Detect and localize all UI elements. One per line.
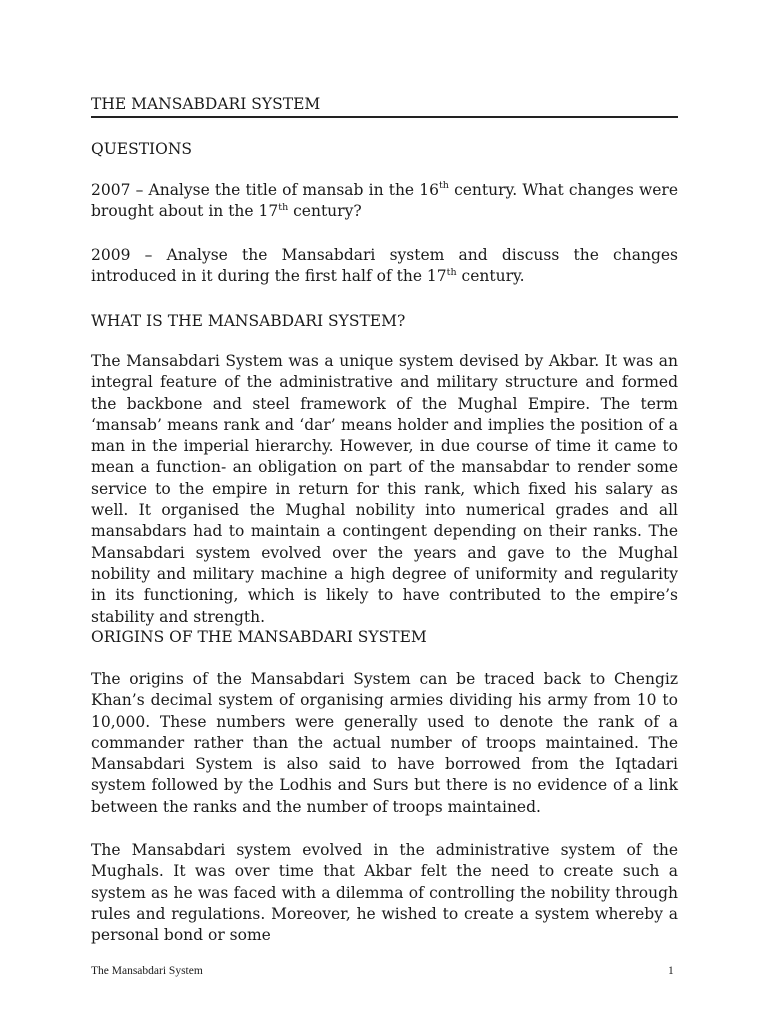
- title-underline: [91, 116, 678, 118]
- what-is-heading: WHAT IS THE MANSABDARI SYSTEM?: [91, 312, 406, 330]
- footer-title: The Mansabdari System: [91, 965, 203, 977]
- page-number: 1: [668, 965, 674, 977]
- origins-paragraph: The origins of the Mansabdari System can be traced back to Chengiz Khan’s decimal system of organising armies dividing his army from 10 to 10,000. These numbers were generally used to denote the rank of a commander rather than the actual number of troops maintained. The Mansabdari System is also said to have borrowed from the Iqtadari system followed by the Lodhis and Surs but there is no evidence of a link between the ranks and the number of troops maintained.: [91, 670, 678, 816]
- questions-heading: QUESTIONS: [91, 140, 193, 158]
- q2007-sup-1: th: [438, 180, 449, 192]
- q2009-text-1: 2009 – Analyse the Mansabdari system and discuss the changes introduced in it during the first half of the 17: [91, 246, 678, 286]
- q2009-sup-1: th: [446, 266, 457, 278]
- origins-heading: ORIGINS OF THE MANSABDARI SYSTEM: [91, 628, 427, 646]
- evolution-paragraph: The Mansabdari system evolved in the administrative system of the Mughals. It was over time that Akbar felt the need to create such a system as he was faced with a dilemma of controlling the nobility through rules and regulations. Moreover, he wished to create a system whereby a personal bond or some: [91, 841, 678, 945]
- question-2007: [91, 180, 678, 223]
- q2009-text-2: century.: [456, 267, 525, 286]
- what-is-paragraph: The Mansabdari System was a unique system devised by Akbar. It was an integral feature of the administrative and military structure and formed the backbone and steel framework of the Mughal Empire. The term ‘mansab’ means rank and ‘dar’ means holder and implies the position of a man in the imperial hierarchy. However, in due course of time it came to mean a function- an obligation on part of the mansabdar to render some service to the empire in return for this rank, which fixed his salary as well. It organised the Mughal nobility into numerical grades and all mansabdars had to maintain a contingent depending on their ranks. The Mansabdari system evolved over the years and gave to the Mughal nobility and military machine a high degree of uniformity and regularity in its functioning, which is likely to have contributed to the empire’s stability and strength.: [91, 352, 678, 626]
- q2007-text-1: 2007 – Analyse the title of mansab in the 16: [91, 181, 439, 199]
- document-title: THE MANSABDARI SYSTEM: [91, 95, 321, 113]
- q2007-text-2: century. What changes were brought about in the 17: [91, 181, 678, 221]
- question-2009: [91, 245, 678, 288]
- q2007-sup-2: th: [278, 201, 289, 213]
- q2007-text-3: century?: [288, 202, 362, 221]
